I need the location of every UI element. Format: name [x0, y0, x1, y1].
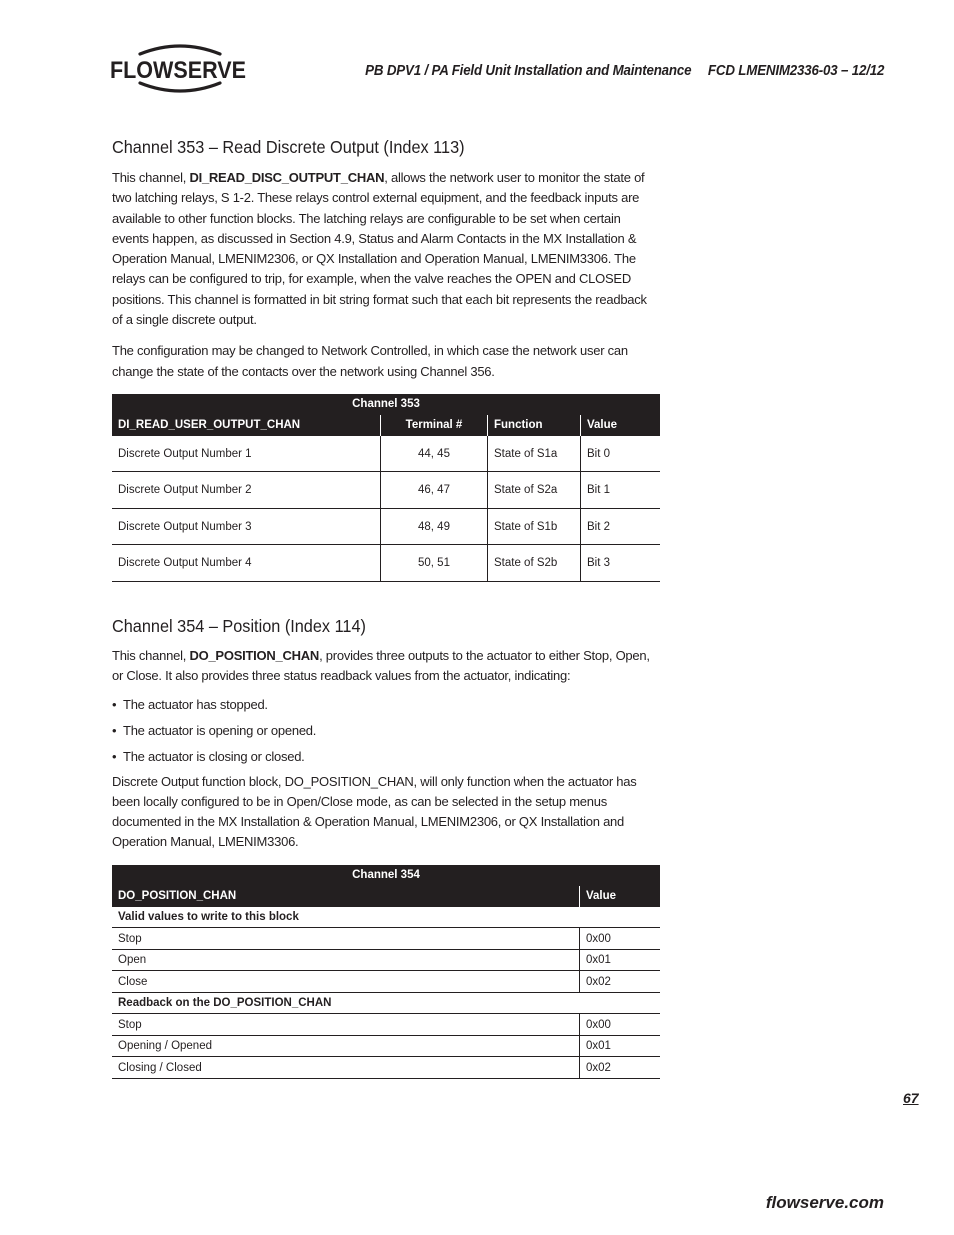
- table-row: [112, 545, 660, 582]
- table-cell: 0x02: [580, 971, 661, 993]
- table-cell: Opening / Opened: [112, 1035, 580, 1057]
- table-cell: Discrete Output Number 1: [112, 436, 381, 472]
- table-row: [112, 436, 660, 472]
- svg-text:FLOWSERVE: FLOWSERVE: [110, 57, 246, 84]
- list-item: • The actuator has stopped.: [112, 696, 268, 712]
- table-cell: Discrete Output Number 3: [112, 508, 381, 545]
- table-caption: Channel 354: [112, 865, 660, 886]
- table-cell: Closing / Closed: [112, 1057, 580, 1079]
- paragraph-open-close-mode: Discrete Output function block, DO_POSITION_CHAN, will only function when the actuator has been locally configured to be in Open/Close mode, as can be selected in the setup menus documented in the MX Installation & Operation Manual, LMENIM2306, or QX Installation and Operation Manual, LMENIM3306.: [112, 773, 637, 850]
- table-cell: State of S1a: [488, 436, 581, 472]
- table-cell: State of S1b: [488, 508, 581, 545]
- table-caption: Channel 353: [112, 394, 660, 415]
- table-group-row: [112, 907, 660, 928]
- channel-name-bold: DI_READ_DISC_OUTPUT_CHAN: [189, 170, 385, 185]
- table-cell: Discrete Output Number 2: [112, 472, 381, 509]
- table-cell: Bit 0: [581, 436, 661, 472]
- table-cell: 0x01: [580, 949, 661, 971]
- column-header: DI_READ_USER_OUTPUT_CHAN: [112, 415, 381, 436]
- column-header: Value: [580, 886, 661, 907]
- paragraph-channel-353-description: This channel, DI_READ_DISC_OUTPUT_CHAN, allows the network user to monitor the state of two latching relays, S 1-2. These relays control external equipment, and the feedback inputs are available to other function blocks. The latching relays are configurable to be set when certain events happen, as discussed in Section 4.9, Status and Alarm Contacts in the MX Installation & Operation Manual, LMENIM2306, or QX Installation and Operation Manual, LMENIM3306. The relays can be configured to trip, for example, when the valve reaches the OPEN and CLOSED positions. This channel is formatted in bit string format such that each bit represents the readback of a single discrete output.: [112, 170, 647, 328]
- table-cell: 48, 49: [381, 508, 488, 545]
- page-content: [112, 136, 660, 1079]
- table-cell: Stop: [112, 1014, 580, 1036]
- doc-title: PB DPV1 / PA Field Unit Installation and Maintenance: [364, 63, 692, 79]
- table-cell: 0x02: [580, 1057, 661, 1079]
- table-cell: State of S2a: [488, 472, 581, 509]
- table-group-row: [112, 992, 660, 1014]
- table-cell: 44, 45: [381, 436, 488, 472]
- table-cell: State of S2b: [488, 545, 581, 582]
- table-row: [112, 949, 660, 971]
- footer-website-link[interactable]: flowserve.com: [765, 1193, 884, 1212]
- channel-name-bold: DO_POSITION_CHAN: [189, 647, 320, 663]
- table-cell: Open: [112, 949, 580, 971]
- table-cell: 0x00: [580, 1014, 661, 1036]
- channel-354-table: [112, 865, 660, 1079]
- table-row: [112, 971, 660, 993]
- table-cell: Bit 3: [581, 545, 661, 582]
- paragraph-network-controlled: The configuration may be changed to Network Controlled, in which case the network user can change the state of the contacts over the network using Channel 356.: [112, 343, 628, 379]
- doc-code: FCD LMENIM2336-03 – 12/12: [707, 63, 884, 79]
- table-cell: Bit 1: [581, 472, 661, 509]
- table-cell: Close: [112, 971, 580, 993]
- section-heading-channel-354: Channel 354 – Position (Index 114): [112, 615, 366, 636]
- column-header: Terminal #: [381, 415, 488, 436]
- status-bullet-list: [112, 692, 660, 770]
- list-item: • The actuator is closing or closed.: [112, 748, 305, 764]
- table-cell: 46, 47: [381, 472, 488, 509]
- table-row: [112, 928, 660, 950]
- table-cell: 0x01: [580, 1035, 661, 1057]
- table-row: [112, 1057, 660, 1079]
- column-header: DO_POSITION_CHAN: [112, 886, 580, 907]
- section-heading-channel-353: Channel 353 – Read Discrete Output (Index 113): [112, 137, 465, 157]
- group-label: Valid values to write to this block: [112, 907, 660, 928]
- table-cell: Discrete Output Number 4: [112, 545, 381, 582]
- table-row: [112, 1014, 660, 1036]
- table-row: [112, 508, 660, 545]
- flowserve-logo: [110, 42, 250, 94]
- table-cell: 50, 51: [381, 545, 488, 582]
- list-item: • The actuator is opening or opened.: [112, 722, 317, 738]
- column-header: Value: [581, 415, 661, 436]
- column-header: Function: [488, 415, 581, 436]
- channel-353-table: [112, 394, 660, 582]
- table-row: [112, 472, 660, 509]
- page-number: 67: [903, 1090, 919, 1106]
- group-label: Readback on the DO_POSITION_CHAN: [112, 992, 660, 1014]
- table-cell: Stop: [112, 928, 580, 950]
- paragraph-channel-354-description: This channel, DO_POSITION_CHAN, provides three outputs to the actuator to either Stop, Open, or Close. It also provides three status readback values from the actuator, indicating:: [112, 647, 650, 684]
- document-header: [365, 63, 884, 79]
- table-row: [112, 1035, 660, 1057]
- table-cell: Bit 2: [581, 508, 661, 545]
- table-cell: 0x00: [580, 928, 661, 950]
